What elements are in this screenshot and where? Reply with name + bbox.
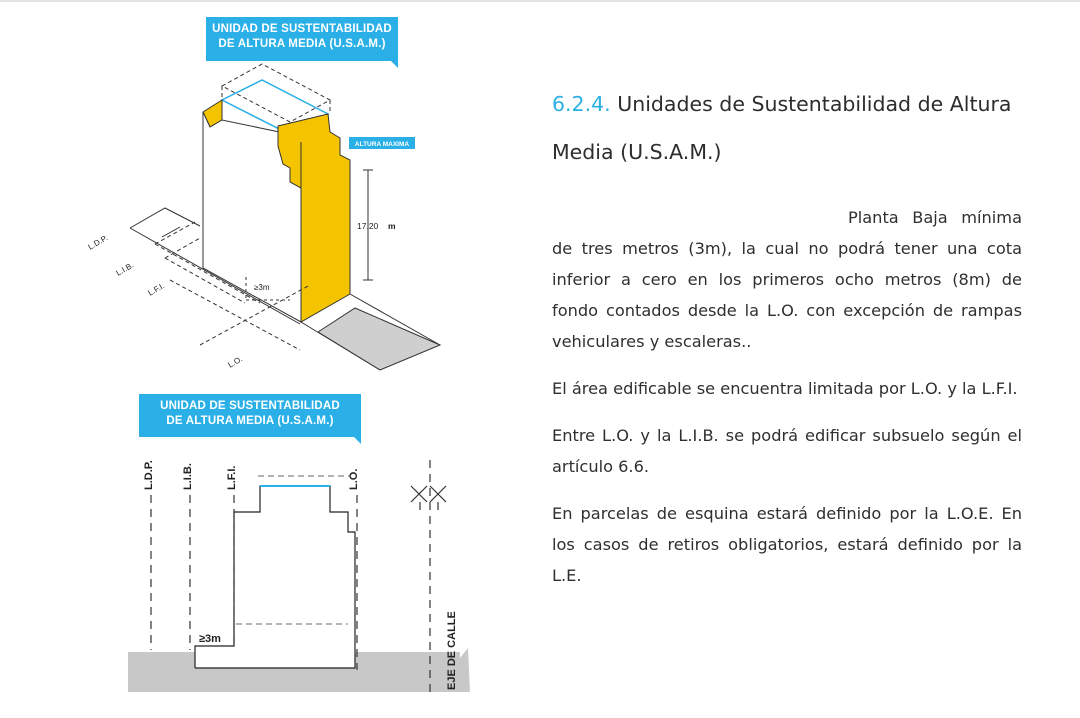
tree-icon (411, 486, 446, 510)
ground-floor-label: ≥3m (199, 633, 221, 645)
altura-maxima-label: ALTURA MAXIMA (354, 141, 410, 148)
section-label-ldp: L.D.P. (143, 460, 155, 490)
isometric-diagram (130, 64, 440, 370)
section-heading (552, 80, 1022, 176)
max-height-envelope (222, 64, 330, 122)
section-title-line-2: Media (U.S.A.M.) (552, 140, 722, 164)
badge-line-2: DE ALTURA MEDIA (U.S.A.M.) (218, 38, 386, 50)
section-number: 6.2.4. (552, 92, 611, 116)
paragraph: En parcelas de esquina estará definido por la L.O.E. En los casos de retiros obligatorios, estará definido por la L.E. (552, 504, 1022, 585)
badge-line-2: DE ALTURA MEDIA (U.S.A.M.) (166, 415, 334, 427)
lot-line-ldp (130, 208, 200, 228)
height-unit: m (388, 221, 396, 231)
badge-line-1: UNIDAD DE SUSTENTABILIDAD (160, 400, 340, 412)
sidewalk (318, 308, 440, 370)
label-lib: L.I.B. (114, 260, 136, 278)
usam-diagrams (0, 0, 520, 718)
height-value: 17.20 (357, 221, 379, 231)
label-lo: L.O. (226, 354, 245, 370)
document-text (552, 80, 1022, 591)
depth-label: ≥3m (254, 283, 270, 292)
paragraph: Entre L.O. y la L.I.B. se podrá edificar subsuelo según el artículo 6.6. (552, 426, 1022, 476)
section-label-lo: L.O. (348, 468, 360, 490)
badge-line-1: UNIDAD DE SUSTENTABILIDAD (212, 23, 392, 35)
eje-de-calle-label: EJE DE CALLE (446, 611, 458, 690)
paragraph: Planta Baja mínima de tres metros (3m), la cual no podrá tener una cota inferior a cero en los primeros ocho metros (8m) de fondo contados desde la L.O. con excepción de rampas vehiculares y escaleras.. (552, 208, 1022, 351)
section-title-line-1: Unidades de Sustentabilidad de Altura (617, 92, 1012, 116)
section-label-lfi: L.F.I. (226, 465, 238, 490)
section-label-lib: L.I.B. (182, 463, 194, 490)
label-ldp: L.D.P. (86, 233, 110, 252)
label-lfi: L.F.I. (146, 281, 167, 298)
section-diagram (128, 460, 470, 692)
paragraph: El área edificable se encuentra limitada por L.O. y la L.F.I. (552, 379, 1018, 398)
